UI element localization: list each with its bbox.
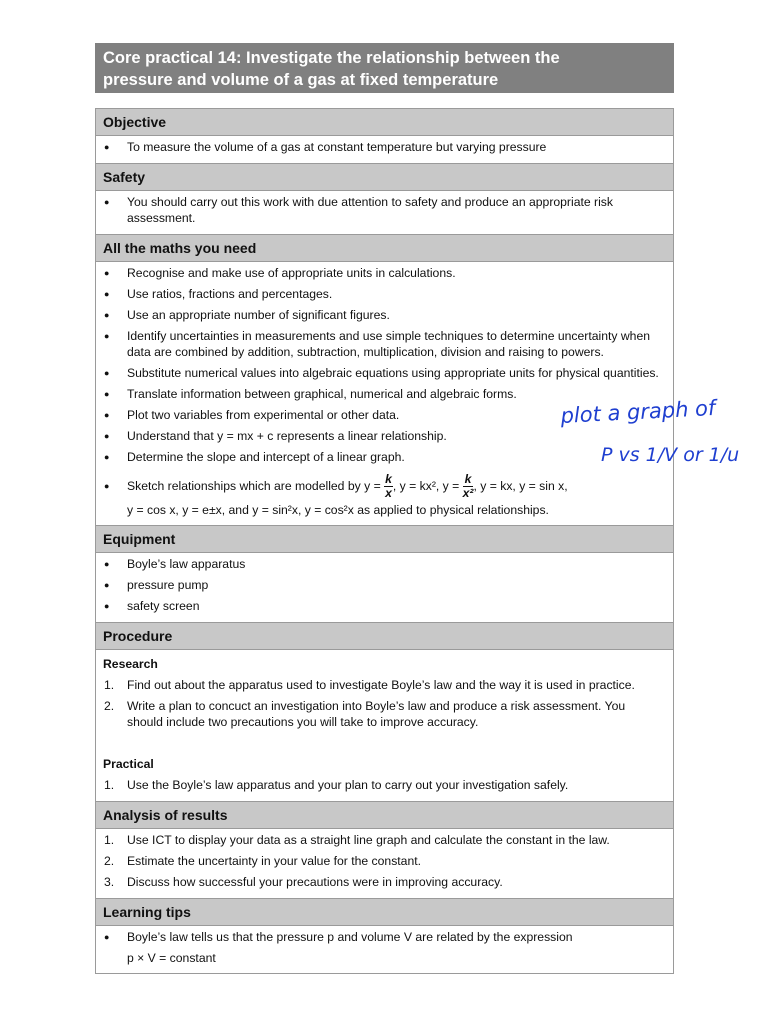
sketch-mid: , y = kx², y = bbox=[392, 479, 460, 493]
list-item: ● Translate information between graphical, numerical and algebraic forms. bbox=[104, 387, 517, 401]
list-item: 3. Discuss how successful your precautions were in improving accuracy. bbox=[104, 875, 503, 889]
equipment-heading: Equipment bbox=[96, 526, 673, 553]
bullet-icon: ● bbox=[104, 389, 110, 399]
bullet-icon: ● bbox=[104, 580, 110, 590]
list-item: ● Determine the slope and intercept of a linear graph. bbox=[104, 450, 405, 464]
bullet-icon: ● bbox=[104, 452, 110, 462]
annotation-line-2: P vs 1/V or 1/u bbox=[601, 444, 740, 466]
list-item: ● You should carry out this work with due attention to safety and produce an appropriate risk assessment. bbox=[104, 195, 613, 225]
list-item: ● Substitute numerical values into algebraic equations using appropriate units for physical quantities. bbox=[104, 366, 659, 380]
bullet-icon: ● bbox=[104, 431, 110, 441]
practical-table bbox=[95, 108, 674, 974]
bullet-icon: ● bbox=[104, 559, 110, 569]
list-item: ● To measure the volume of a gas at constant temperature but varying pressure bbox=[104, 140, 547, 154]
list-item: ● Boyle’s law apparatus bbox=[104, 557, 246, 571]
list-item: ● Recognise and make use of appropriate units in calculations. bbox=[104, 266, 456, 280]
list-item: 2. Write a plan to concuct an investigation into Boyle’s law and produce a risk assessment. You should include two precautions you will take to improve accuracy. bbox=[104, 699, 626, 729]
list-item: 1. Use the Boyle’s law apparatus and your plan to carry out your investigation safely. bbox=[104, 778, 569, 792]
list-item: ● Understand that y = mx + c represents a linear relationship. bbox=[104, 429, 447, 443]
bullet-icon: ● bbox=[104, 268, 110, 278]
safety-body bbox=[96, 191, 673, 235]
list-item: 1. Use ICT to display your data as a straight line graph and calculate the constant in the law. bbox=[104, 833, 610, 847]
fraction-k-over-x: $\frac{k}{x}$ bbox=[385, 472, 392, 501]
list-item: ● Boyle’s law tells us that the pressure p and volume V are related by the expression bbox=[104, 930, 573, 944]
bullet-icon: ● bbox=[104, 310, 110, 320]
bullet-icon: ● bbox=[104, 601, 110, 611]
objective-body bbox=[96, 136, 673, 164]
safety-heading: Safety bbox=[96, 164, 673, 191]
analysis-heading: Analysis of results bbox=[96, 802, 673, 829]
research-subheading: Research bbox=[103, 657, 158, 671]
equipment-body bbox=[96, 553, 673, 623]
bullet-icon: ● bbox=[104, 197, 110, 207]
title-line-1: Core practical 14: Investigate the relationship between the bbox=[103, 49, 560, 67]
list-item: ● Use ratios, fractions and percentages. bbox=[104, 287, 333, 301]
tips-heading: Learning tips bbox=[96, 899, 673, 926]
title-line-2: pressure and volume of a gas at fixed temperature bbox=[103, 71, 499, 89]
bullet-icon: ● bbox=[104, 932, 110, 942]
list-item: ● pressure pump bbox=[104, 578, 209, 592]
objective-heading: Objective bbox=[96, 109, 673, 136]
procedure-heading: Procedure bbox=[96, 623, 673, 650]
sketch-tail: , y = kx, y = sin x, bbox=[473, 479, 568, 493]
list-item: ● Identify uncertainties in measurements and use simple techniques to determine uncertainty when data are combined by addition, subtraction, multiplication, division and raising to powers. bbox=[104, 329, 650, 359]
list-item: ● safety screen bbox=[104, 599, 200, 613]
bullet-icon: ● bbox=[104, 289, 110, 299]
list-item: 2. Estimate the uncertainty in your value for the constant. bbox=[104, 854, 422, 868]
list-item: ● Use an appropriate number of significant figures. bbox=[104, 308, 390, 322]
bullet-icon: ● bbox=[104, 142, 110, 152]
sketch-line-2: y = cos x, y = e±x, and y = sin²x, y = cos²x as applied to physical relationships. bbox=[127, 503, 549, 517]
procedure-body bbox=[96, 650, 673, 802]
maths-heading: All the maths you need bbox=[96, 235, 673, 262]
boyle-formula: p × V = constant bbox=[127, 951, 216, 965]
tips-body bbox=[96, 926, 673, 973]
analysis-body bbox=[96, 829, 673, 899]
sketch-prefix: Sketch relationships which are modelled by y = bbox=[127, 479, 381, 493]
bullet-icon: ● bbox=[104, 331, 110, 341]
list-item: ● Plot two variables from experimental or other data. bbox=[104, 408, 400, 422]
fraction-k-over-x-squared: $\frac{k}{\text{x²}}$ bbox=[462, 472, 474, 501]
handwritten-annotation bbox=[555, 395, 755, 495]
list-item: 1. Find out about the apparatus used to investigate Boyle’s law and the way it is used in practice. bbox=[104, 678, 635, 692]
bullet-icon: ● bbox=[104, 481, 110, 491]
practical-subheading: Practical bbox=[103, 757, 154, 771]
annotation-line-1: plot a graph of bbox=[560, 395, 716, 428]
bullet-icon: ● bbox=[104, 410, 110, 420]
bullet-icon: ● bbox=[104, 368, 110, 378]
page-title bbox=[95, 43, 674, 93]
